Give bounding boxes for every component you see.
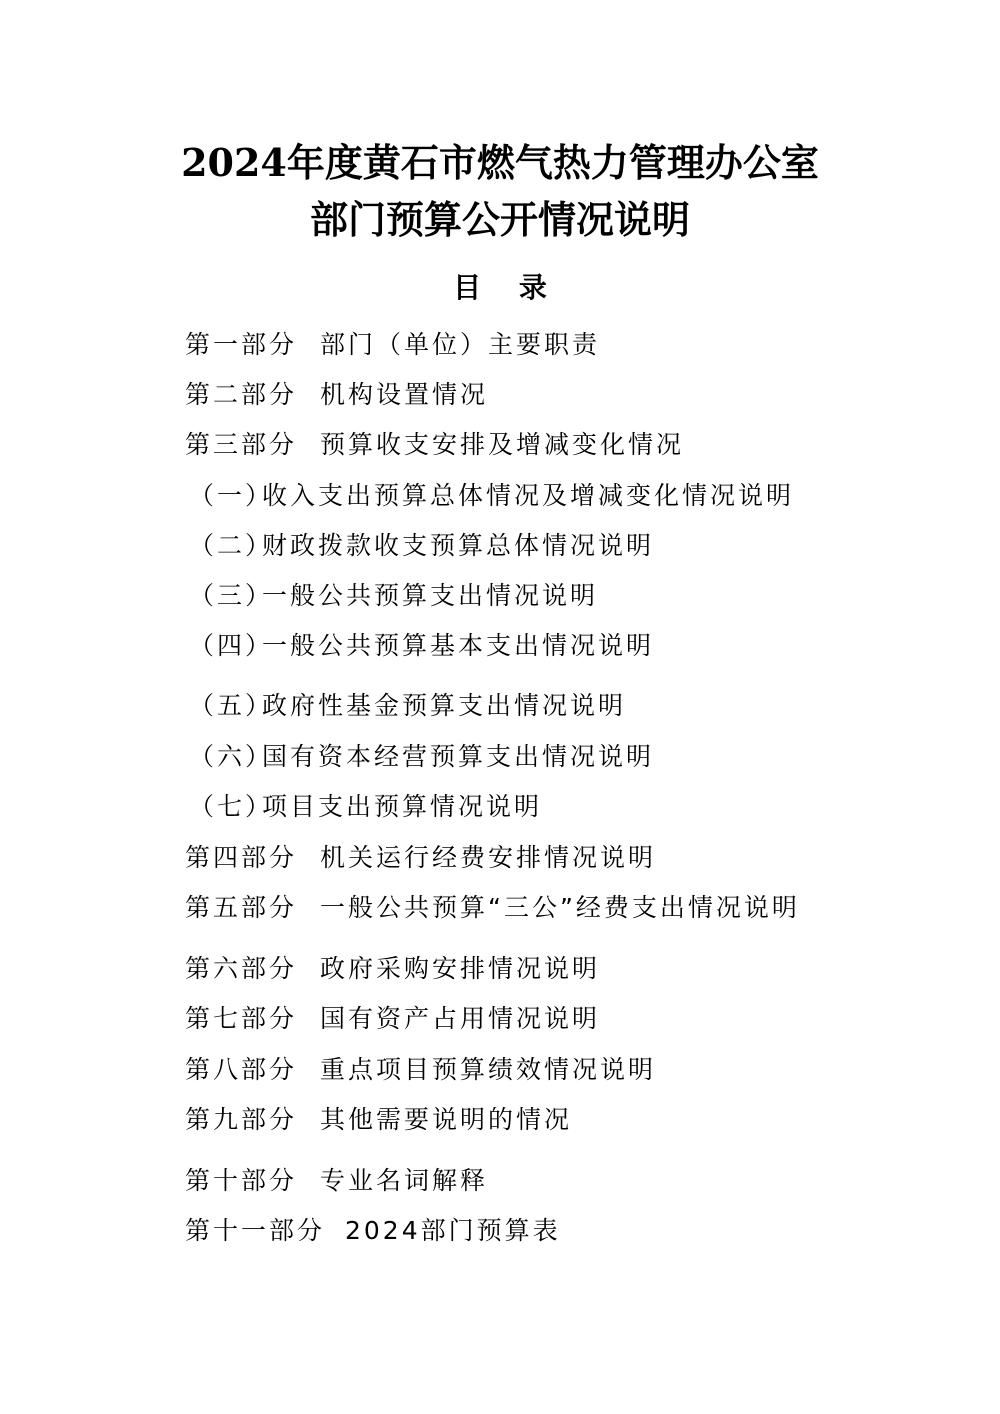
toc-item-part-4 [185,841,656,875]
toc-item-label: 第五部分 [185,893,298,922]
toc-item-part-2 [185,378,488,412]
toc-item-label: （五） [189,691,274,720]
toc-item-label: 第十部分 [185,1166,298,1195]
toc-item-text: 一般公共预算“三公”经费支出情况说明 [320,893,800,922]
toc-item-text: 一般公共预算基本支出情况说明 [262,631,655,660]
toc-item-part-5 [185,891,800,925]
toc-item-sub-5 [189,689,626,723]
toc-item-text: 一般公共预算支出情况说明 [262,581,599,610]
toc-item-part-3 [185,428,684,462]
toc-item-text: 专业名词解释 [320,1166,489,1195]
toc-item-part-10 [185,1164,488,1198]
toc-item-sub-6 [189,740,654,774]
document-title-line-1: 2024年度黄石市燃气热力管理办公室 [181,140,819,185]
toc-item-label: （二） [189,531,274,560]
toc-item-label: 第十一部分 [185,1216,326,1245]
toc-item-part-11 [185,1214,561,1248]
toc-item-label: 第三部分 [185,430,298,459]
toc-item-text: 重点项目预算绩效情况说明 [320,1055,657,1084]
toc-item-text: 政府采购安排情况说明 [320,954,601,983]
toc-item-text: 其他需要说明的情况 [320,1105,573,1134]
toc-item-label: （三） [189,581,274,610]
toc-item-text: 机构设置情况 [320,380,489,409]
toc-item-text: 预算收支安排及增减变化情况 [320,430,685,459]
toc-item-text: 部门（单位）主要职责 [320,330,601,359]
toc-item-label: 第六部分 [185,954,298,983]
document-title-line-2: 部门预算公开情况说明 [309,197,690,242]
toc-item-part-7 [185,1002,600,1036]
toc-item-text: 财政拨款收支预算总体情况说明 [262,531,655,560]
toc-item-sub-2 [189,529,654,563]
toc-heading: 目 录 [453,271,561,304]
toc-item-part-6 [185,952,600,986]
toc-item-label: 第四部分 [185,843,298,872]
toc-item-sub-4 [189,629,654,663]
toc-item-part-1 [185,328,600,362]
toc-item-text: 收入支出预算总体情况及增减变化情况说明 [262,481,795,510]
toc-item-sub-3 [189,579,598,613]
toc-item-label: 第二部分 [185,380,298,409]
toc-item-label: （一） [189,481,274,510]
toc-item-text: 政府性基金预算支出情况说明 [262,691,627,720]
toc-item-part-8 [185,1053,656,1087]
toc-item-label: 第八部分 [185,1055,298,1084]
toc-item-label: 第一部分 [185,330,298,359]
toc-item-sub-1 [189,479,794,513]
toc-item-sub-7 [189,790,542,824]
toc-item-label: （六） [189,742,274,771]
toc-item-text: 国有资产占用情况说明 [320,1004,601,1033]
toc-item-part-9 [185,1103,572,1137]
toc-item-text: 2024部门预算表 [345,1216,561,1245]
toc-item-text: 机关运行经费安排情况说明 [320,843,657,872]
toc-item-label: 第七部分 [185,1004,298,1033]
toc-item-text: 项目支出预算情况说明 [262,792,543,821]
toc-item-text: 国有资本经营预算支出情况说明 [262,742,655,771]
toc-item-label: 第九部分 [185,1105,298,1134]
toc-item-label: （七） [189,792,274,821]
toc-item-label: （四） [189,631,274,660]
